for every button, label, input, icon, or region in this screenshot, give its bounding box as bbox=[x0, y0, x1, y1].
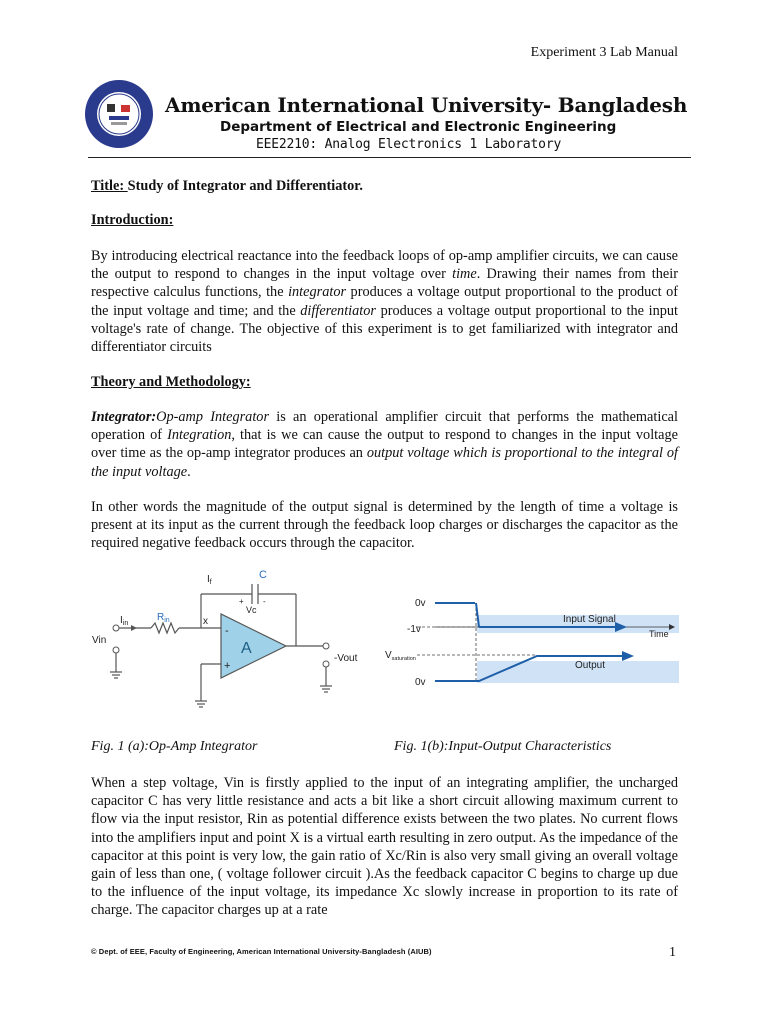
footer-copyright: © Dept. of EEE, Faculty of Engineering, American International University-Bangladesh (AIUB) bbox=[91, 947, 432, 956]
integrator-circuit-figure bbox=[91, 566, 371, 714]
introduction-heading: Introduction: bbox=[91, 212, 174, 228]
university-name: American International University- Bangladesh bbox=[165, 93, 688, 117]
integrator-paragraph: Integrator:Op-amp Integrator is an operational amplifier circuit that performs the mathematical operation of Integration, that is we can cause the output to respond to changes in the input voltage over time as the op-amp integrator produces an output voltage which is proportional to the integral of the input voltage. bbox=[91, 409, 679, 480]
svg-text:+: + bbox=[239, 597, 244, 606]
theory-heading: Theory and Methodology: bbox=[91, 374, 251, 390]
step-voltage-paragraph: When a step voltage, Vin is firstly applied to the input of an integrating amplifier, the uncharged capacitor C has very little resistance and acts a bit like a short circuit allowing maximum current to flow via the input resistor, Rin as potential difference exists between the two plates. No current flows into the amplifiers input and point X is a virtual earth resulting in zero output. As the impedance of the capacitor at this point is very low, the gain ratio of Xc/Rin is also very small giving an overall voltage gain of less than one, ( voltage follower circuit ).As the feedback capacitor C begins to charge up due to the influence of the input voltage, its impedance Xc slowly increase in proportion to its rate of charge. The capacitor charges up at a rate bbox=[91, 775, 678, 919]
svg-text:Output: Output bbox=[575, 660, 606, 671]
svg-text:-: - bbox=[225, 625, 229, 637]
title-line bbox=[91, 177, 678, 195]
title-label: Title: bbox=[91, 178, 128, 194]
manual-label: Experiment 3 Lab Manual bbox=[530, 45, 678, 60]
svg-text:Rin: $R_{in}$ bbox=[157, 612, 170, 624]
university-seal-logo bbox=[83, 78, 155, 150]
title-text: Study of Integrator and Differentiator. bbox=[127, 178, 363, 194]
svg-text:If: $I_f$ bbox=[207, 574, 212, 586]
output-signal-paragraph: In other words the magnitude of the output signal is determined by the length of time a voltage is present at its input as the current through the feedback loop charges or discharges the capacitor as the required negative feedback occurs through the capacitor. bbox=[91, 499, 678, 552]
svg-text:Iin: $I_{in}$ bbox=[120, 615, 129, 627]
figure-a-caption: Fig. 1 (a):Op-Amp Integrator bbox=[91, 739, 258, 754]
svg-text:x: x bbox=[203, 616, 208, 627]
course-name: EEE2210: Analog Electronics 1 Laboratory bbox=[256, 137, 562, 152]
svg-text:Input Signal: Input Signal bbox=[563, 614, 616, 625]
svg-text:C: C bbox=[259, 569, 267, 581]
svg-text:0v: 0v bbox=[415, 598, 426, 609]
svg-text:A: A bbox=[241, 640, 252, 657]
svg-text:0v: 0v bbox=[415, 677, 426, 688]
svg-text:Vsaturation: $V_{saturation}$ bbox=[385, 650, 416, 662]
header-divider bbox=[88, 157, 691, 158]
svg-text:+: + bbox=[224, 660, 231, 672]
svg-text:Vin: Vin bbox=[92, 635, 107, 646]
svg-text:-Vout: -Vout bbox=[334, 653, 358, 664]
svg-text:-: - bbox=[263, 597, 266, 606]
page-number: 1 bbox=[669, 945, 676, 960]
svg-text:Time: Time bbox=[649, 629, 669, 639]
svg-text:-1v: -1v bbox=[407, 624, 421, 635]
figure-b-caption: Fig. 1(b):Input-Output Characteristics bbox=[394, 739, 612, 754]
svg-text:Vc: Vc bbox=[246, 605, 257, 615]
introduction-paragraph: By introducing electrical reactance into the feedback loops of op-amp amplifier circuits, we can cause the output to respond to changes in the input voltage over time. Drawing their names from their respective calculus functions, the integrator produces a voltage output proportional to the product of the input voltage and time; and the differentiator produces a voltage output proportional to the input voltage's rate of change. The objective of this experiment is to get familiarized with integrator and differentiator circuits bbox=[91, 248, 678, 356]
input-output-characteristics-figure bbox=[377, 577, 680, 711]
department-name: Department of Electrical and Electronic Engineering bbox=[220, 119, 617, 135]
